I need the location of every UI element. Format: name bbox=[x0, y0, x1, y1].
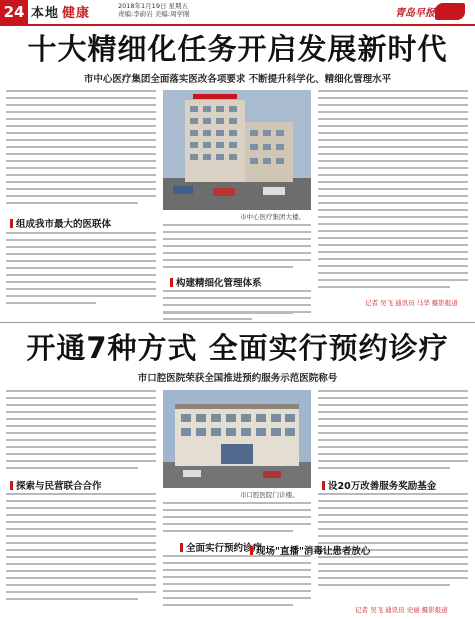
masthead bbox=[0, 0, 475, 24]
newspaper-logo bbox=[395, 3, 465, 20]
article2-photo bbox=[163, 390, 311, 488]
article1-photo-caption: 市中心医疗集团大楼。 bbox=[240, 213, 305, 221]
editors: 责编:李蔚岩 美编:周学刚 bbox=[118, 10, 190, 18]
article1-headline: 十大精细化任务开启发展新时代 bbox=[27, 32, 448, 66]
dental-hospital-illustration bbox=[163, 390, 311, 488]
article1-section-1: 组成我市最大的医联体 bbox=[10, 216, 111, 230]
article2-subheadline: 市口腔医院荣获全国推进预约服务示范医院称号 bbox=[137, 373, 338, 384]
article1-col2-text bbox=[163, 224, 311, 273]
page-number: 24 bbox=[0, 0, 28, 24]
issue-date: 2018年1月19日 星期五 bbox=[118, 2, 189, 10]
article1-section-1-text bbox=[6, 232, 156, 309]
article2-headline: 开通7种方式 全面实行预约诊疗 bbox=[26, 331, 449, 365]
logo-mark-icon bbox=[435, 3, 465, 20]
article-divider bbox=[0, 322, 475, 323]
article2-section-2-text bbox=[163, 555, 311, 611]
article1-lead-text bbox=[6, 90, 156, 209]
article2-col2-text bbox=[163, 502, 311, 537]
article1-section-2: 构建精细化管理体系 bbox=[170, 275, 262, 289]
article2-section-4-text bbox=[318, 493, 468, 591]
article2-col3-text bbox=[318, 390, 468, 474]
section-accent: 健康 bbox=[62, 6, 91, 21]
article2-section-1-text bbox=[6, 493, 156, 605]
article1-byline: 记者 吴飞 通讯员 马华 摄影报道 bbox=[365, 299, 458, 307]
article1-col3-text bbox=[318, 90, 468, 293]
article2-section-3: 现场"直播"消毒让患者放心 bbox=[250, 543, 370, 557]
masthead-rule bbox=[0, 24, 475, 26]
article2-section-4: 设20万改善服务奖励基金 bbox=[322, 478, 436, 492]
article1-section-2-text bbox=[163, 290, 311, 325]
hospital-building-illustration bbox=[163, 90, 311, 210]
article1-photo bbox=[163, 90, 311, 210]
article2-section-1: 探索与民营联合合作 bbox=[10, 478, 102, 492]
article2-byline: 记者 吴飞 通讯员 史丽 摄影报道 bbox=[355, 606, 448, 614]
article1-col2-tail bbox=[163, 312, 311, 319]
article2-photo-caption: 市口腔医院门诊楼。 bbox=[240, 491, 299, 499]
article1-subheadline: 市中心医疗集团全面落实医改各项要求 不断提升科学化、精细化管理水平 bbox=[83, 74, 392, 85]
article2-section-2: 全面实行预约诊疗 bbox=[180, 540, 262, 554]
brand-name: 青岛早报 bbox=[395, 8, 435, 19]
section-name: 本地 bbox=[31, 6, 60, 21]
issue-date-line bbox=[118, 2, 189, 18]
article2-lead-text bbox=[6, 390, 156, 474]
